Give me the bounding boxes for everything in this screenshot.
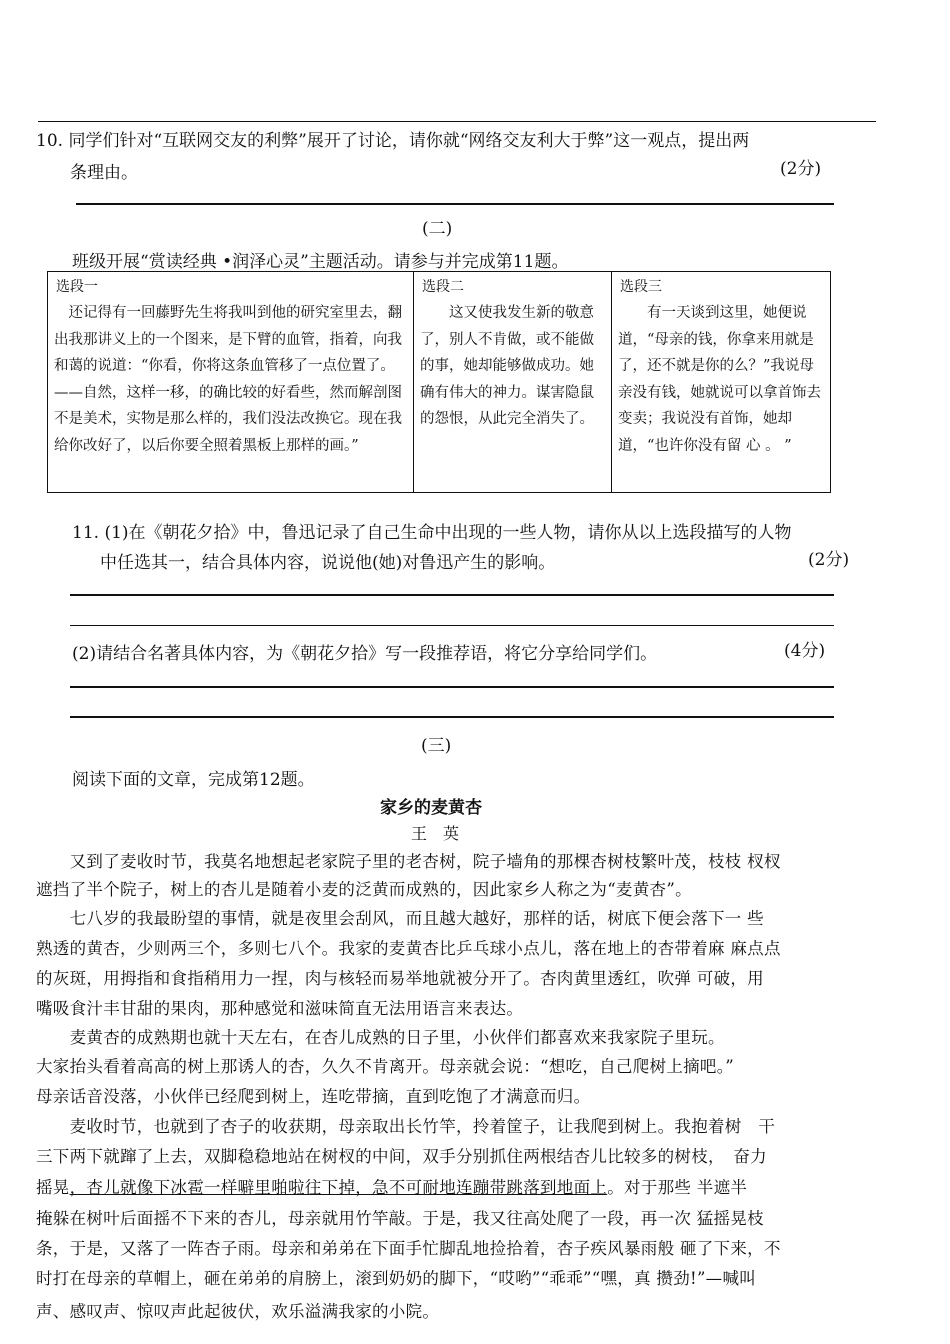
article-line: 麦收时节，也就到了杏子的收获期，母亲取出长竹竿，拎着筐子，让我爬到树上。我抱着树 干 <box>36 1117 776 1136</box>
article-line: 嘴吸食汁丰甘甜的果肉，那种感觉和滋味简直无法用语言来表达。 <box>36 999 524 1018</box>
q10-line2: 条理由。 <box>70 163 138 183</box>
q11-p1-score: (2分) <box>808 550 850 570</box>
passage-3 <box>612 272 830 492</box>
q11-p2-answer-line-2[interactable] <box>70 716 834 718</box>
section3-intro: 阅读下面的文章，完成第12题。 <box>72 770 315 790</box>
q10-answer-line[interactable] <box>76 203 834 205</box>
q11-p1-answer-line-2[interactable] <box>70 625 834 626</box>
article-line-end: 。对于那些 半遮半 <box>607 1178 748 1197</box>
passage-3-text: 有一天谈到这里，她便说道，“母亲的钱，你拿来用就是了，还不就是你的么？”我说母亲没有钱，她就说可以拿首饰去变卖；我说没有首饰，她却道，“也许你没有留 心 。 ” <box>618 305 821 454</box>
article-line: 条，于是，又落了一阵杏子雨。母亲和弟弟在下面手忙脚乱地捡拾着，杏子疾风暴雨般 砸了下来，不 <box>36 1239 781 1258</box>
section2-intro: 班级开展“赏读经典 •润泽心灵”主题活动。请参与并完成第11题。 <box>72 252 569 272</box>
article-line: 又到了麦收时节，我莫名地想起老家院子里的老杏树，院子墙角的那棵杏树枝繁叶茂，枝枝 杈杈 <box>36 852 781 871</box>
passage-3-title: 选段三 <box>620 279 662 295</box>
passage-2-text: 这又使我发生新的敬意了，别人不肯做，或不能做的事，她却能够做成功。她确有伟大的神力。谋害隐鼠的怨恨，从此完全消失了。 <box>420 305 594 427</box>
passage-1-text: 还记得有一回藤野先生将我叫到他的研究室里去，翻出我那讲义上的一个图来，是下臂的血管，指着，向我和蔼的说道：“你看，你将这条血管移了一点位置了。——自然，这样一移，的确比较的好看些，然而解剖图不是美术，实物是那么样的，我们没法改换它。现在我给你改好了，以后你要全照着黑板上那样的画。” <box>54 305 402 454</box>
article-line: 大家抬头看着高高的树上那诱人的杏，久久不肯离开。母亲就会说：“想吃，自己爬树上摘吧。” <box>36 1057 735 1076</box>
passage-table <box>47 271 831 493</box>
q11-p1-line1: 11. (1)在《朝花夕拾》中，鲁迅记录了自己生命中出现的一些人物，请你从以上选段描写的人物 <box>72 523 792 543</box>
article-line: 掩躲在树叶后面摇不下来的杏儿，母亲就用竹竿敲。于是，我又往高处爬了一段，再一次 猛摇晃枝 <box>36 1209 764 1228</box>
q11-p1-line2: 中任选其一，结合具体内容，说说他(她)对鲁迅产生的影响。 <box>100 553 556 573</box>
section2-heading: (二) <box>422 219 453 239</box>
article-line-start: 摇晃 <box>36 1178 70 1197</box>
article-line: 的灰斑，用拇指和食指稍用力一捏，肉与核轻而易举地就被分开了。杏肉黄里透红，吹弹 可破，用 <box>36 969 764 988</box>
underlined-sentence: ，杏儿就像下冰雹一样噼里啪啦往下掉，急不可耐地连蹦带跳落到地面上 <box>69 1178 608 1197</box>
article-line: 时打在母亲的草帽上，砸在弟弟的肩膀上，滚到奶奶的脚下，“哎哟”“乖乖”“嘿，真 攒劲!”—喊叫 <box>36 1269 757 1288</box>
q11-p1-answer-line[interactable] <box>70 594 834 596</box>
q10-line1: 10. 同学们针对“互联网交友的利弊”展开了讨论，请你就“网络交友利大于弊”这一观点，提出两 <box>36 131 750 151</box>
article-line-underlined <box>36 1174 747 1198</box>
article-author: 王 英 <box>411 824 460 843</box>
article-title: 家乡的麦黄杏 <box>380 798 482 818</box>
q11-p2-score: (4分) <box>784 641 826 661</box>
article-line: 声、感叹声、惊叹声此起彼伏，欢乐溢满我家的小院。 <box>36 1302 440 1321</box>
article-line: 遮挡了半个院子，树上的杏儿是随着小麦的泛黄而成熟的，因此家乡人称之为“麦黄杏”。 <box>36 880 692 899</box>
article-line: 母亲话音没落，小伙伴已经爬到树上，连吃带摘，直到吃饱了才满意而归。 <box>36 1087 591 1106</box>
article-line: 熟透的黄杏，少则两三个，多则七八个。我家的麦黄杏比乒乓球小点儿，落在地上的杏带着麻 麻点点 <box>36 939 781 958</box>
passage-1-title: 选段一 <box>56 279 98 295</box>
section3-heading: (三) <box>421 736 452 756</box>
passage-2-title: 选段二 <box>422 279 464 295</box>
q10-score: (2分) <box>780 159 822 179</box>
passage-1 <box>48 272 414 492</box>
q11-p2-answer-line-1[interactable] <box>70 686 834 688</box>
q11-p2-line: (2)请结合名著具体内容，为《朝花夕拾》写一段推荐语，将它分享给同学们。 <box>72 644 658 664</box>
top-divider <box>38 121 876 122</box>
article-line: 七八岁的我最盼望的事情，就是夜里会刮风，而且越大越好，那样的话，树底下便会落下一 些 <box>36 909 764 928</box>
passage-2 <box>414 272 612 492</box>
article-line: 麦黄杏的成熟期也就十天左右，在杏儿成熟的日子里，小伙伴们都喜欢来我家院子里玩。 <box>36 1028 725 1047</box>
article-line: 三下两下就蹿了上去，双脚稳稳地站在树杈的中间，双手分别抓住两根结杏儿比较多的树枝， 奋力 <box>36 1147 767 1166</box>
